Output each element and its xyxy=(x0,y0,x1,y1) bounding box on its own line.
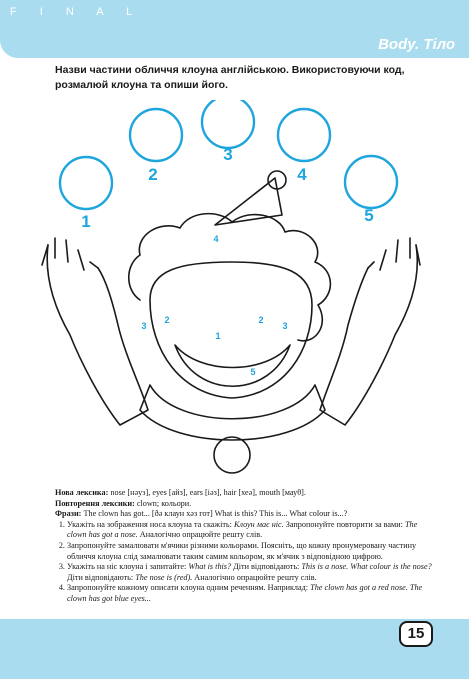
clown-illustration xyxy=(0,100,469,485)
step-1: 1. Укажіть на зображення носа клоуна та скажіть: Клоун має ніс. Запропонуйте повторити за вами: The clown has got a nose. Аналогічно опрацюйте решту слів. xyxy=(67,520,435,541)
code-ball-2 xyxy=(130,109,182,161)
face-label-eye-left: 2 xyxy=(164,315,170,325)
clown-right-arm xyxy=(320,245,417,425)
phrases-line: Фрази: The clown has got... [ðə клаун хəз гот] What is this? This is... What colour is...? xyxy=(55,509,348,519)
page-number: 15 xyxy=(399,621,433,647)
clown-face xyxy=(150,262,312,398)
code-ball-4 xyxy=(278,109,330,161)
code-number-3: 3 xyxy=(223,145,233,164)
face-label-cheek-right: 3 xyxy=(282,321,288,331)
clown-collar xyxy=(140,385,325,440)
clown-mouth xyxy=(175,345,290,386)
vocab-line: Нова лексика: nose [нəуз], eyes [айз], ears [іəз], hair [хеə], mouth [мауθ]. xyxy=(55,488,306,497)
face-label-cheek-left: 3 xyxy=(141,321,147,331)
review-line: Повторення лексики: clown; кольори. xyxy=(55,498,192,508)
header-band xyxy=(0,0,469,58)
clown-left-arm xyxy=(47,245,148,425)
step-2: 2. Запропонуйте замалювати м'ячики різними кольорами. Поясніть, що кожну пронумеровану частину обличчя клоуна слід замалювати таким самим кольором, як м'ячик з відповідною цифрою. xyxy=(67,541,435,562)
page-title: Body. Тіло xyxy=(378,36,455,53)
face-label-hair: 4 xyxy=(213,234,219,244)
code-number-5: 5 xyxy=(364,206,374,225)
code-number-2: 2 xyxy=(148,165,158,184)
clown-right-hand xyxy=(368,238,420,270)
face-label-eye-right: 2 xyxy=(258,315,264,325)
code-number-4: 4 xyxy=(297,165,307,184)
face-label-nose: 1 xyxy=(215,331,221,341)
teacher-notes xyxy=(55,488,435,605)
steps-list xyxy=(55,520,435,605)
step-4: 4. Запропонуйте кожному описати клоуна одним реченням. Наприклад: The clown has got a red nose. The clown has got blue eyes... xyxy=(67,583,435,604)
clown-left-hand xyxy=(42,238,98,270)
code-ball-1 xyxy=(60,157,112,209)
code-ball-5 xyxy=(345,156,397,208)
header-decoration: F I N A L xyxy=(10,6,143,18)
code-ball-3 xyxy=(202,100,254,148)
code-number-1: 1 xyxy=(81,212,91,231)
face-label-mouth: 5 xyxy=(250,367,256,377)
clown-collar-pompom xyxy=(214,437,250,473)
task-instruction: Назви частини обличчя клоуна англійською. Використовуючи код, розмалюй клоуна та опиши його. xyxy=(55,64,405,91)
step-3: 3. Укажіть на ніс клоуна і запитайте: What is this? Діти відповідають: This is a nose. What colour is the nose? Діти відповідають: The nose is (red). Аналогічно опрацюйте решту слів. xyxy=(67,562,435,583)
